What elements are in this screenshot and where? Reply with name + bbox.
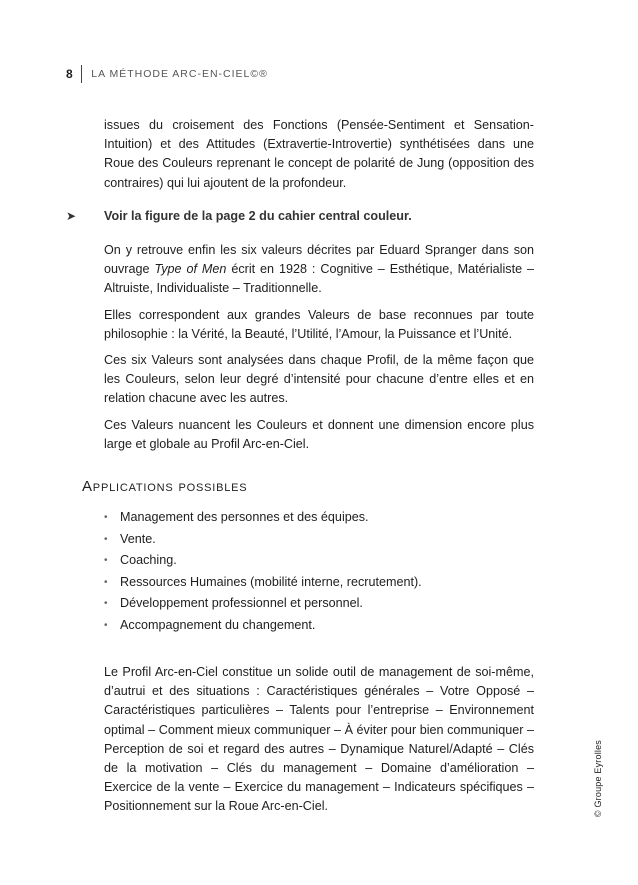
list-item: [104, 593, 422, 615]
applications-list: [104, 507, 422, 637]
bullet-dot-icon: •: [104, 576, 108, 588]
closing-paragraph: Le Profil Arc-en-Ciel constitue un solide outil de management de soi-même, d’autrui et des situations : Caractéristiques générales – Votre Opposé – Caractéristiques particulières – Talents pour l’entreprise – Environnement optimal – Comment mieux communiquer – À éviter pour bien communiquer – Perception de soi et regard des autres – Dynamique Naturel/Adapté – Clés de la motivation – Clés du management – Domaine d’amélioration – Exercice de la vente – Exercice du management – Indicateurs spécifiques – Positionnement sur la Roue Arc-en-Ciel.: [104, 665, 534, 814]
spranger-text-after: écrit en 1928 : Cognitive – Esthétique, Matérialiste – Altruiste, Individualiste – Traditionnelle.: [104, 262, 535, 296]
page-number: 8: [66, 67, 74, 81]
list-item-text: Accompagnement du changement.: [120, 617, 316, 632]
bullet-dot-icon: •: [104, 619, 108, 631]
nuance-paragraph: Ces Valeurs nuancent les Couleurs et donnent une dimension encore plus large et globale au Profil Arc-en-Ciel.: [104, 417, 534, 451]
values-block: [104, 241, 534, 461]
values-paragraph: Elles correspondent aux grandes Valeurs de base reconnues par toute philosophie : la Vérité, la Beauté, l’Utilité, l’Amour, la Puissance et l’Unité.: [104, 307, 534, 341]
closing-block: [104, 663, 534, 824]
list-item-text: Développement professionnel et personnel.: [120, 596, 363, 611]
intro-paragraph: issues du croisement des Fonctions (Pensée-Sentiment et Sensation-Intuition) et des Attitudes (Extravertie-Introvertie) synthétisées dans une Roue des Couleurs reprenant le concept de polarité de Jung (opposition des contraires) qui lui ajoutent de la profondeur.: [104, 118, 534, 190]
figure-reference-line: [66, 207, 536, 226]
list-item: [104, 507, 422, 529]
spranger-text-before: On y retrouve enfin les six valeurs décrites par Eduard Spranger dans son ouvrage: [104, 243, 534, 277]
list-item-text: Vente.: [120, 531, 156, 546]
page-header: [66, 64, 268, 84]
intro-block: [104, 116, 534, 200]
list-item: [104, 550, 422, 572]
list-item-text: Management des personnes et des équipes.: [120, 510, 369, 524]
list-item-text: Coaching.: [120, 553, 177, 568]
list-item: [104, 572, 422, 594]
header-divider: [81, 65, 82, 83]
list-item: [104, 529, 422, 551]
list-item-text: Ressources Humaines (mobilité interne, recrutement).: [120, 574, 422, 589]
bullet-dot-icon: •: [104, 598, 108, 610]
section-title: Applications possibles: [82, 478, 248, 495]
spranger-paragraph: [104, 241, 534, 299]
list-item: [104, 615, 422, 637]
bullet-dot-icon: •: [104, 533, 108, 545]
arrow-right-icon: ➤: [66, 209, 77, 223]
running-title: LA MÉTHODE ARC-EN-CIEL©®: [91, 68, 268, 80]
analysis-paragraph: Ces six Valeurs sont analysées dans chaque Profil, de la même façon que les Couleurs, selon leur degré d’intensité pour chacune d’entre elles et en relation chacune avec les autres.: [104, 353, 534, 406]
book-title: Type of Men: [154, 262, 227, 277]
bullet-dot-icon: •: [104, 512, 108, 523]
copyright-credit: © Groupe Eyrolles: [593, 740, 603, 818]
figure-reference: Voir la figure de la page 2 du cahier central couleur.: [104, 209, 412, 223]
bullet-dot-icon: •: [104, 555, 108, 567]
